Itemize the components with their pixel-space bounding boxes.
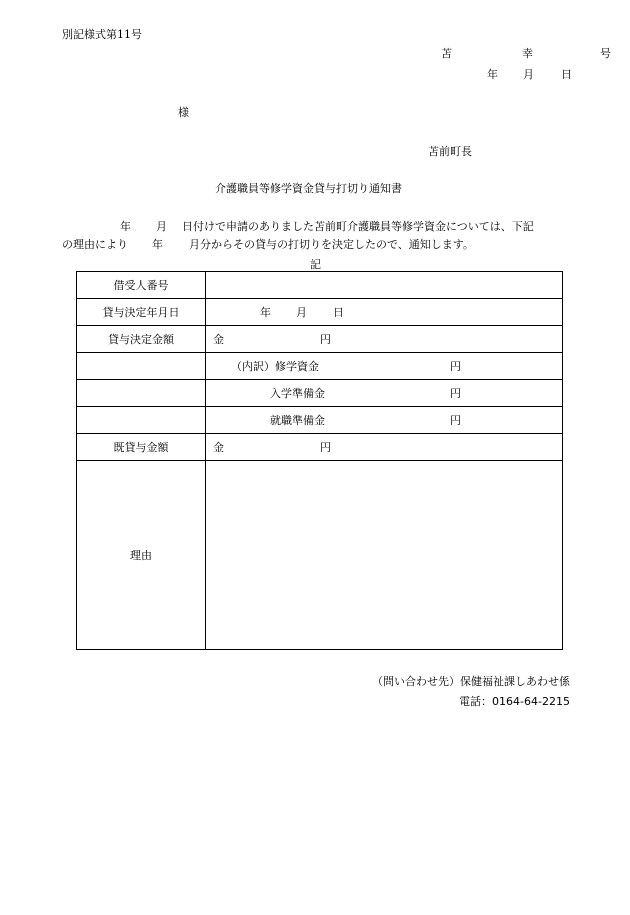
body-sentence-2: 月分からその貸与の打切りを決定したので、通知します。 [189, 238, 474, 251]
body-year-2: 年 [152, 238, 163, 251]
issue-date [487, 66, 572, 82]
breakdown-employment-yen: 円 [450, 414, 461, 427]
breakdown-blank-label [77, 353, 206, 380]
decision-month: 月 [296, 306, 307, 319]
body-text [62, 218, 582, 254]
breakdown-blank-label [77, 380, 206, 407]
reason-label: 理由 [77, 461, 206, 650]
decision-amount-value [206, 326, 563, 353]
form-number: 別記様式第11号 [62, 28, 142, 41]
borrower-number-label: 借受人番号 [77, 272, 206, 299]
decision-year: 年 [260, 306, 271, 319]
paid-amount-value [206, 434, 563, 461]
body-sentence-1: 日付けで申請のありました苫前町介護職員等修学資金については、下記 [182, 220, 534, 233]
breakdown-entrance-yen: 円 [450, 387, 461, 400]
table-row [77, 353, 563, 380]
doc-no-suffix: 号 [600, 47, 611, 60]
borrower-number-value [206, 272, 563, 299]
details-table [76, 271, 563, 650]
breakdown-tuition-label: （内訳）修学資金 [231, 360, 319, 373]
issue-date-day: 日 [561, 68, 572, 81]
sender: 苫前町長 [428, 145, 472, 158]
ki-heading: 記 [310, 258, 321, 271]
body-reason-lead: の理由により [62, 238, 128, 251]
decision-amount-label: 貸与決定金額 [77, 326, 206, 353]
breakdown-employment [206, 407, 563, 434]
paid-amount-prefix: 金 [213, 441, 224, 454]
table-row [77, 434, 563, 461]
contact-department: （問い合わせ先）保健福祉課しあわせ係 [372, 675, 570, 688]
breakdown-tuition-yen: 円 [450, 360, 461, 373]
table-row [77, 461, 563, 650]
body-month: 月 [156, 220, 167, 233]
decision-date-label: 貸与決定年月日 [77, 299, 206, 326]
table-row [77, 407, 563, 434]
document-title: 介護職員等修学資金貸与打切り通知書 [215, 182, 402, 195]
breakdown-entrance-label: 入学準備金 [270, 387, 325, 400]
addressee: 様 [178, 106, 189, 119]
issue-date-month: 月 [523, 68, 534, 81]
amount-yen: 円 [320, 333, 331, 346]
contact-phone: 電話：0164-64-2215 [459, 695, 570, 708]
table-row [77, 299, 563, 326]
body-line-1 [62, 218, 582, 236]
amount-prefix: 金 [213, 333, 224, 346]
table-row [77, 380, 563, 407]
body-year: 年 [120, 220, 131, 233]
breakdown-blank-label [77, 407, 206, 434]
doc-no-middle: 幸 [522, 47, 533, 60]
body-line-2 [62, 236, 582, 254]
contact-info [372, 672, 570, 712]
doc-no-prefix: 苫 [441, 47, 452, 60]
table-row [77, 326, 563, 353]
document-number [441, 45, 611, 61]
paid-amount-yen: 円 [320, 441, 331, 454]
reason-value [206, 461, 563, 650]
decision-day: 日 [333, 306, 344, 319]
table-row [77, 272, 563, 299]
breakdown-entrance [206, 380, 563, 407]
decision-date-value [206, 299, 563, 326]
breakdown-tuition [206, 353, 563, 380]
paid-amount-label: 既貸与金額 [77, 434, 206, 461]
breakdown-employment-label: 就職準備金 [270, 414, 325, 427]
issue-date-year: 年 [487, 68, 498, 81]
